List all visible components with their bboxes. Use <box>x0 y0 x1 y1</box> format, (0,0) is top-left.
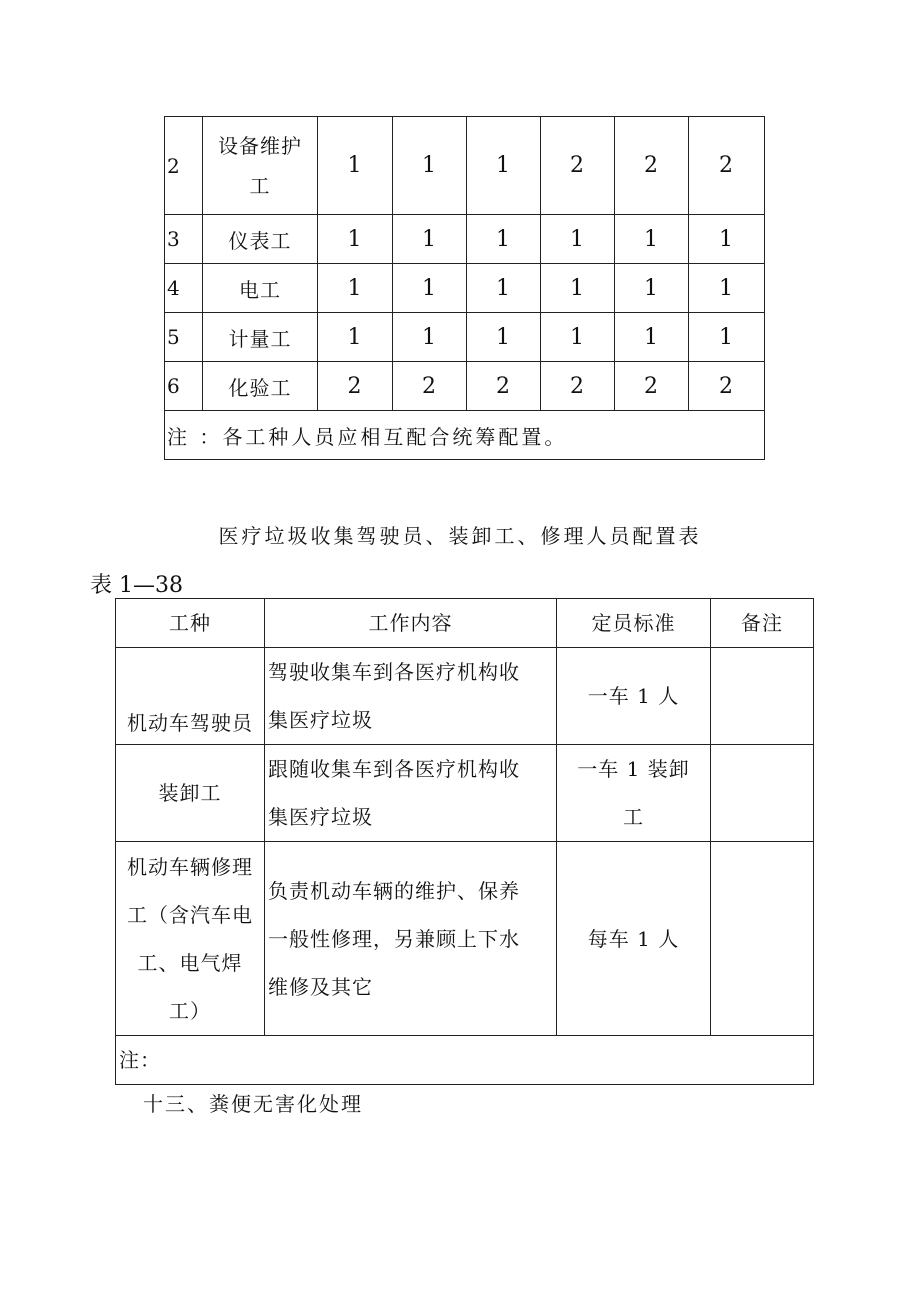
value-cell: 2 <box>393 362 467 411</box>
value-cell: 2 <box>689 117 765 215</box>
job-type-line: 工、电气焊 <box>137 950 243 975</box>
job-content-line: 集医疗垃圾 <box>268 708 373 732</box>
table-number-label: 表 1—38 <box>90 573 183 598</box>
value-cell: 1 <box>467 264 541 313</box>
column-header: 定员标准 <box>557 599 711 648</box>
table-note-row <box>165 411 765 460</box>
staff-standard <box>557 745 711 842</box>
job-title-line: 设备维护 <box>218 133 302 158</box>
value-cell: 1 <box>689 264 765 313</box>
job-title: 计量工 <box>203 313 318 362</box>
job-type <box>116 842 265 1036</box>
value-cell: 2 <box>615 117 689 215</box>
job-title: 电工 <box>203 264 318 313</box>
job-type: 机动车驾驶员 <box>116 648 265 745</box>
job-content-line: 集医疗垃圾 <box>268 805 373 829</box>
value-cell: 1 <box>615 313 689 362</box>
row-number: 6 <box>165 362 203 411</box>
value-cell: 1 <box>541 313 615 362</box>
job-content-line: 跟随收集车到各医疗机构收 <box>268 757 520 781</box>
row-number: 2 <box>165 117 203 215</box>
value-cell: 1 <box>689 313 765 362</box>
staff-standard-line: 工 <box>623 805 644 829</box>
table-row <box>165 313 765 362</box>
job-type-line: 机动车辆修理 <box>127 854 253 879</box>
staff-standard-line: 一车 1 装卸 <box>577 757 690 781</box>
table-row <box>165 117 765 215</box>
column-header: 备注 <box>711 599 814 648</box>
value-cell: 2 <box>689 362 765 411</box>
staff-standard: 每车 1 人 <box>557 842 711 1036</box>
medical-waste-staffing-table <box>115 598 814 1085</box>
job-content-line: 驾驶收集车到各医疗机构收 <box>268 660 520 684</box>
value-cell: 1 <box>393 117 467 215</box>
value-cell: 1 <box>318 215 393 264</box>
table-row <box>116 745 814 842</box>
job-title-line: 工 <box>249 173 271 198</box>
table-note: 注： <box>116 1036 814 1085</box>
job-type-line: 工） <box>169 998 211 1023</box>
job-title: 仪表工 <box>203 215 318 264</box>
value-cell: 1 <box>467 117 541 215</box>
table-row <box>116 648 814 745</box>
job-content <box>265 842 557 1036</box>
job-title: 化验工 <box>203 362 318 411</box>
column-header: 工作内容 <box>265 599 557 648</box>
value-cell: 1 <box>541 215 615 264</box>
job-content-line: 维修及其它 <box>268 974 373 999</box>
value-cell: 1 <box>467 215 541 264</box>
table-row <box>165 264 765 313</box>
value-cell: 1 <box>393 313 467 362</box>
value-cell: 1 <box>393 264 467 313</box>
section-heading: 十三、粪便无害化处理 <box>143 1092 363 1116</box>
table-row <box>165 215 765 264</box>
table-note-row <box>116 1036 814 1085</box>
value-cell: 1 <box>467 313 541 362</box>
job-content <box>265 648 557 745</box>
job-content-line: 负责机动车辆的维护、保养 <box>268 878 520 903</box>
table-row <box>116 842 814 1036</box>
table-row <box>165 362 765 411</box>
staff-standard: 一车 1 人 <box>557 648 711 745</box>
row-number: 3 <box>165 215 203 264</box>
value-cell: 2 <box>615 362 689 411</box>
table-header-row <box>116 599 814 648</box>
job-content-line: 一般性修理，另兼顾上下水 <box>268 926 520 951</box>
value-cell: 1 <box>318 117 393 215</box>
column-header: 工种 <box>116 599 265 648</box>
table-note: 注 ：各工种人员应相互配合统筹配置。 <box>165 411 765 460</box>
job-type: 装卸工 <box>116 745 265 842</box>
row-number: 5 <box>165 313 203 362</box>
value-cell: 2 <box>318 362 393 411</box>
value-cell: 1 <box>541 264 615 313</box>
value-cell: 1 <box>393 215 467 264</box>
table-caption: 医疗垃圾收集驾驶员、装卸工、修理人员配置表 <box>218 524 702 548</box>
value-cell: 1 <box>615 215 689 264</box>
remark-cell <box>711 745 814 842</box>
remark-cell <box>711 648 814 745</box>
job-type-line: 工（含汽车电 <box>127 902 253 927</box>
value-cell: 1 <box>615 264 689 313</box>
value-cell: 1 <box>318 264 393 313</box>
value-cell: 2 <box>467 362 541 411</box>
remark-cell <box>711 842 814 1036</box>
value-cell: 2 <box>541 117 615 215</box>
value-cell: 1 <box>318 313 393 362</box>
staffing-table-continued <box>164 116 765 460</box>
value-cell: 2 <box>541 362 615 411</box>
job-content <box>265 745 557 842</box>
job-title <box>203 117 318 215</box>
row-number: 4 <box>165 264 203 313</box>
value-cell: 1 <box>689 215 765 264</box>
